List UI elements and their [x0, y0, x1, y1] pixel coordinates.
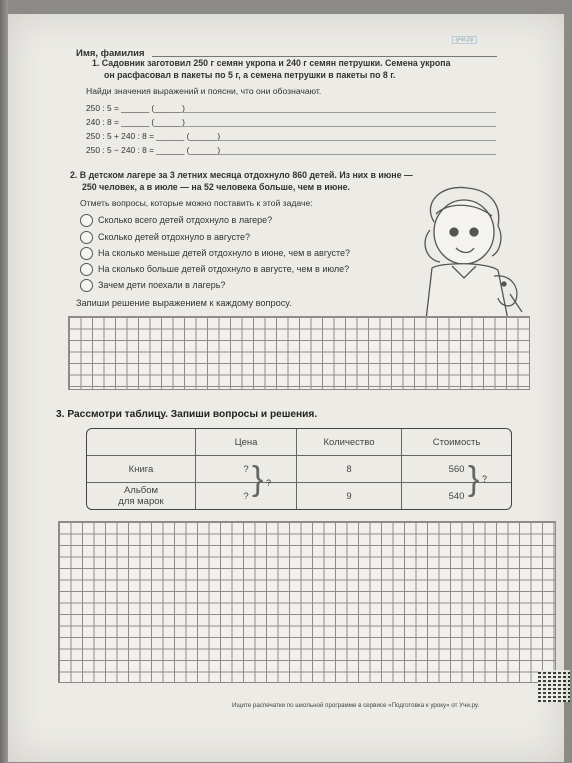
radio-button[interactable]	[80, 279, 93, 292]
task1-expression-2: 240 : 8 = ______ (______)	[86, 117, 185, 127]
table-header-price: Цена	[196, 429, 297, 456]
table-row	[87, 456, 511, 483]
cost-brace-mark: ?	[482, 474, 488, 484]
task2-line1: В детском лагере за 3 летних месяца отдохнуло 860 детей. Из них в июне —	[79, 170, 413, 180]
table-cell-price	[196, 456, 297, 483]
task1-answer-line-1[interactable]	[180, 112, 496, 113]
task1-text	[92, 58, 451, 81]
table-cell-quantity: 9	[297, 483, 402, 509]
task2-option-4[interactable]	[80, 263, 349, 276]
table-header-row	[87, 429, 511, 456]
radio-button[interactable]	[80, 231, 93, 244]
task1-answer-line-3[interactable]	[216, 140, 496, 141]
task3-answer-grid[interactable]	[58, 521, 556, 683]
table-cell-item	[87, 483, 196, 509]
price-brace: }	[252, 460, 264, 498]
item-line2: для марок	[118, 496, 164, 507]
task3-number: 3.	[56, 409, 65, 420]
task2-answer-grid[interactable]	[68, 316, 530, 390]
name-label: Имя, фамилия	[76, 48, 145, 59]
task1-line1: Садовник заготовил 250 г семян укропа и 240 г семян петрушки. Семена укропа	[101, 58, 451, 68]
task1-answer-line-4[interactable]	[216, 154, 496, 155]
task1-instruction: Найди значения выражений и поясни, что они обозначают.	[86, 86, 322, 96]
qr-code[interactable]	[538, 670, 570, 702]
task2-option-2[interactable]	[80, 231, 250, 244]
table-cell-price	[196, 483, 297, 509]
girl-with-bird-illustration	[412, 182, 530, 322]
task2-write-prompt: Запиши решение выражением к каждому вопросу.	[76, 298, 292, 308]
option-label: Сколько всего детей отдохнуло в лагере?	[98, 214, 273, 225]
task2-text	[70, 170, 413, 193]
task2-line2: 250 человек, а в июле — на 52 человека больше, чем в июне.	[82, 181, 350, 192]
radio-button[interactable]	[80, 263, 93, 276]
task2-instruction: Отметь вопросы, которые можно поставить к этой задаче:	[80, 198, 313, 208]
radio-button[interactable]	[80, 247, 93, 260]
corner-badge: учи.ру	[452, 36, 477, 44]
desk-edge	[0, 0, 8, 763]
name-field-line[interactable]	[152, 56, 497, 57]
cost-brace: }	[468, 460, 480, 498]
task1-expression-4: 250 : 5 − 240 : 8 = ______ (______)	[86, 145, 221, 155]
task3-table	[86, 428, 512, 510]
radio-button[interactable]	[80, 214, 93, 227]
option-label: На сколько меньше детей отдохнуло в июне, чем в августе?	[98, 247, 351, 258]
task1-number: 1.	[92, 58, 100, 68]
task2-option-1[interactable]	[80, 214, 272, 227]
table-cell-quantity: 8	[297, 456, 402, 483]
table-cell-item: Книга	[87, 456, 196, 483]
option-label: Сколько детей отдохнуло в августе?	[98, 231, 251, 242]
task2-number: 2.	[70, 170, 78, 180]
task1-line2: он расфасовал в пакеты по 5 г, а семена петрушки в пакеты по 8 г.	[104, 69, 396, 80]
footer-text: Ищите распечатки по школьной программе в сервисе «Подготовка к уроку» от Учи.ру.	[232, 702, 480, 709]
table-header-quantity: Количество	[297, 429, 402, 456]
option-label: На сколько больше детей отдохнуло в августе, чем в июле?	[98, 263, 350, 274]
table-cell-cost: 560	[402, 456, 511, 483]
price-value: ?	[243, 463, 249, 475]
table-header-empty	[87, 429, 196, 456]
task1-expression-1: 250 : 5 = ______ (______)	[86, 103, 185, 113]
item-line1: Альбом	[123, 485, 159, 496]
table-cell-cost: 540	[448, 490, 465, 502]
table-header-cost: Стоимость	[402, 429, 511, 456]
task3-title: Рассмотри таблицу. Запиши вопросы и решения.	[67, 409, 318, 420]
table-row	[87, 483, 511, 509]
price-value: ?	[243, 490, 249, 502]
task1-answer-line-2[interactable]	[180, 126, 496, 127]
task1-expression-3: 250 : 5 + 240 : 8 = ______ (______)	[86, 131, 221, 141]
task2-option-3[interactable]	[80, 247, 350, 260]
price-brace-mark: ?	[266, 478, 272, 488]
task2-option-5[interactable]	[80, 279, 225, 292]
task3-heading	[56, 409, 317, 420]
option-label: Зачем дети поехали в лагерь?	[98, 279, 226, 290]
